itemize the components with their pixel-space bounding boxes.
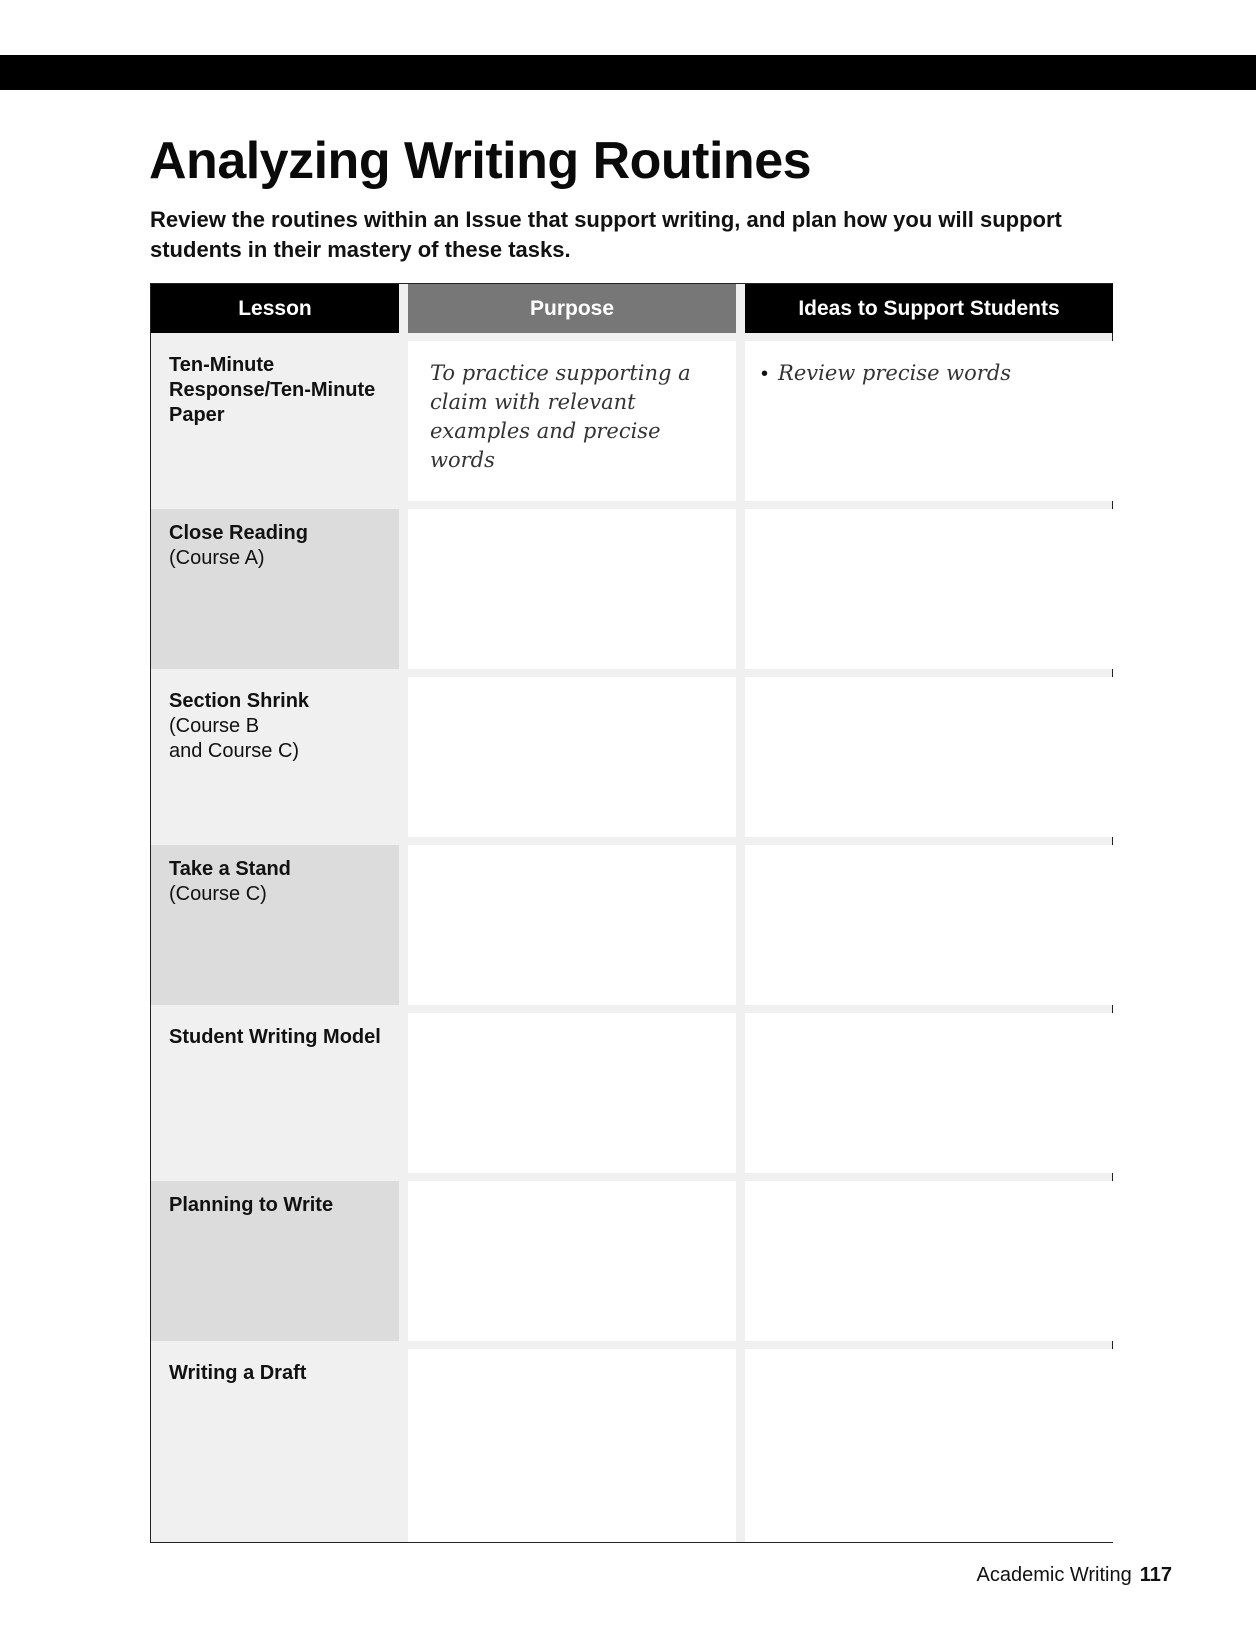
- page-title: Analyzing Writing Routines: [149, 132, 812, 190]
- lesson-cell: [151, 1349, 399, 1542]
- lesson-cell: [151, 341, 399, 501]
- purpose-cell[interactable]: [408, 1181, 736, 1341]
- page-footer: [977, 1564, 1173, 1587]
- ideas-cell[interactable]: [745, 1349, 1113, 1542]
- top-bar: [0, 55, 1256, 90]
- lesson-cell: [151, 1013, 399, 1173]
- ideas-cell[interactable]: [745, 341, 1113, 501]
- lesson-cell: [151, 677, 399, 837]
- intro-text: Review the routines within an Issue that support writing, and plan how you will support students in their mastery of these tasks.: [150, 207, 1062, 262]
- ideas-cell[interactable]: [745, 1181, 1113, 1341]
- lesson-course: (Course C): [169, 883, 267, 905]
- lesson-name: Ten-Minute Response/Ten-Minute Paper: [169, 354, 376, 426]
- purpose-cell[interactable]: [408, 845, 736, 1005]
- purpose-text: To practice supporting a claim with relevant examples and precise words: [430, 361, 691, 472]
- page-number: 117: [1139, 1564, 1172, 1586]
- purpose-cell[interactable]: [408, 509, 736, 669]
- purpose-cell[interactable]: [408, 341, 736, 501]
- lesson-cell: [151, 845, 399, 1005]
- lesson-cell: [151, 509, 399, 669]
- ideas-cell[interactable]: [745, 1013, 1113, 1173]
- purpose-cell[interactable]: [408, 1013, 736, 1173]
- idea-text: Review precise words: [778, 361, 1012, 385]
- lesson-name: Student Writing Model: [169, 1026, 381, 1048]
- lesson-cell: [151, 1181, 399, 1341]
- purpose-cell[interactable]: [408, 1349, 736, 1542]
- footer-section: Academic Writing: [976, 1564, 1132, 1586]
- ideas-cell[interactable]: [745, 845, 1113, 1005]
- header-lesson: Lesson: [151, 284, 399, 333]
- bullet-icon: •: [761, 363, 769, 385]
- header-ideas: Ideas to Support Students: [745, 284, 1113, 333]
- lesson-name: Writing a Draft: [169, 1362, 307, 1384]
- ideas-cell[interactable]: [745, 509, 1113, 669]
- worksheet-table: [150, 283, 1113, 1543]
- ideas-cell[interactable]: [745, 677, 1113, 837]
- lesson-name: Take a Stand: [169, 858, 291, 880]
- purpose-cell[interactable]: [408, 677, 736, 837]
- lesson-name: Planning to Write: [169, 1194, 334, 1216]
- lesson-name: Section Shrink: [169, 690, 310, 712]
- header-purpose: Purpose: [408, 284, 736, 333]
- lesson-course: (Course B and Course C): [169, 715, 300, 762]
- lesson-course: (Course A): [169, 547, 265, 569]
- lesson-name: Close Reading: [169, 522, 308, 544]
